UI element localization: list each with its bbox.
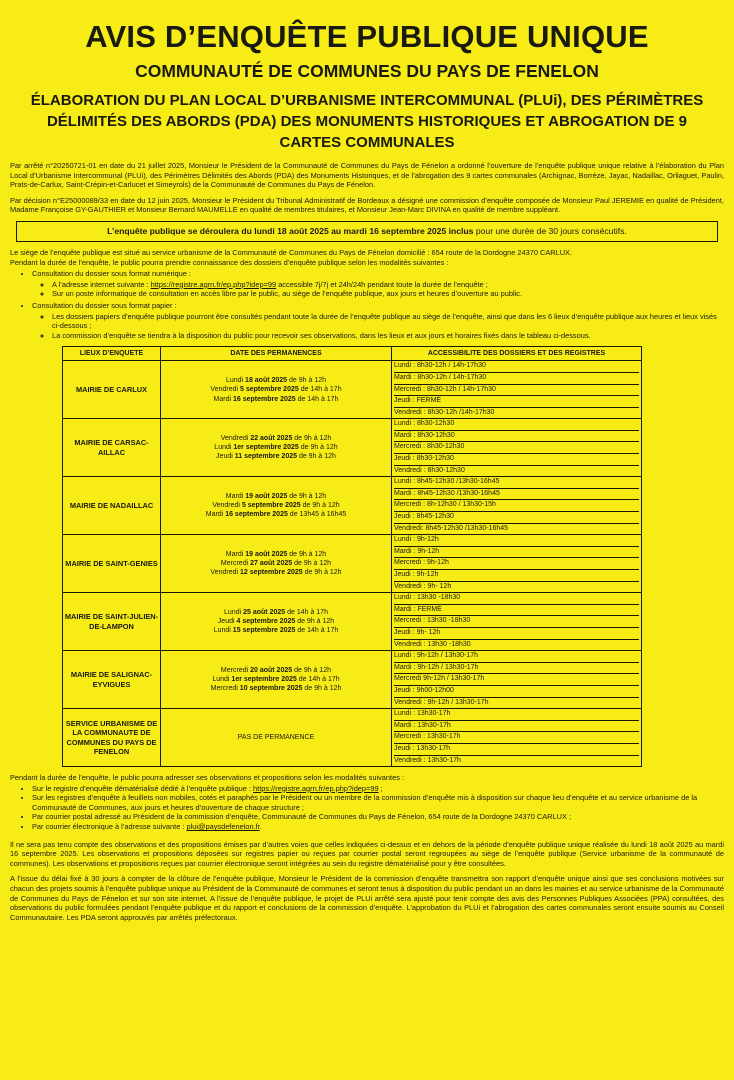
paragraph-decision: Par décision n°E25000089/33 en date du 12 juin 2025, Monsieur le Président du Tribunal Administratif de Bordeaux a désigné une commission d’enquête composée de Monsieur Paul JEREMIE en qualité de Président, Madame Françoise GY-GAUTHIER et Monsieur Bernard MAUMELLE en qualité de membres titulaires, et Monsieur Jean-Marc DIVINA en qualité de membre suppléant. bbox=[10, 195, 724, 215]
permanence-line: Lundi 1er septembre 2025 de 14h à 17h bbox=[212, 675, 340, 683]
opening-hours-line: Mardi : 13h30-17h bbox=[394, 721, 639, 733]
opening-hours-line: Lundi : 9h-12h bbox=[394, 535, 639, 547]
table-row bbox=[63, 361, 642, 419]
permanence-line: Vendredi 5 septembre 2025 de 14h à 17h bbox=[210, 386, 342, 394]
table-header-row bbox=[63, 347, 642, 361]
opening-hours-line: Jeudi : 9h-12h bbox=[394, 570, 639, 582]
banner-dates: L’enquête publique se déroulera du lundi 18 août 2025 au mardi 16 septembre 2025 inclus bbox=[107, 225, 474, 236]
observations-list bbox=[10, 784, 724, 832]
opening-hours-line: Mardi : FERMÉ bbox=[394, 605, 639, 617]
paragraph-observations-rules: Il ne sera pas tenu compte des observations et des propositions émises par d’autres voies que celles indiquées ci-dessus et en dehors de la période d’enquête publique unique réalisée du lundi 18 août 2025 au mardi 16 septembre 2025. Les observations et propositions déposées sur registres papier ou reçues par courrier postal seront regroupées au siège de l’enquête publique (Service urbanisme de la communauté de communes). Les observations et propositions reçues par courrier électronique seront intégrées au sein du registre dématérialisé pour y être consultées. bbox=[10, 839, 724, 868]
list-item: • Consultation du dossier sous format numérique : ◦ A l’adresse internet suivante : https://registre.agrn.fr/ep.php?idep=99 accessible 7j/7j et 24h/24h pendant toute la durée de l’enquête ; ◦ Sur un poste informatique de consultation en accès libre par le public, au siège de l’enquête publique, aux jours et heures d’ouverture au public. bbox=[32, 269, 724, 299]
opening-hours-line: Mercredi : 8h-12h30 / 13h30-15h bbox=[394, 500, 639, 512]
opening-hours-line: Lundi : 8h30-12h30 bbox=[394, 419, 639, 431]
paper-list bbox=[32, 312, 724, 341]
registry-link[interactable]: https://registre.agrn.fr/ep.php?idep=99 bbox=[150, 279, 277, 289]
permanence-line: Jeudi 4 septembre 2025 de 9h à 12h bbox=[217, 617, 335, 625]
opening-hours-line: Mercredi : 13h30 -18h30 bbox=[394, 616, 639, 628]
table-row bbox=[63, 593, 642, 651]
opening-hours-line: Mardi : 8h30-12h30 bbox=[394, 431, 639, 443]
opening-hours-line: Lundi : 13h30 -18h30 bbox=[394, 593, 639, 605]
opening-hours-line: Mercredi : 13h30-17h bbox=[394, 732, 639, 744]
header-lieux: LIEUX D’ENQUETE bbox=[63, 347, 161, 361]
table-row bbox=[63, 709, 642, 767]
permanence-line: Vendredi 12 septembre 2025 de 9h à 12h bbox=[210, 569, 342, 577]
opening-hours-line: Jeudi : 13h30-17h bbox=[394, 744, 639, 756]
table-row bbox=[63, 477, 642, 535]
cell-accessibilite bbox=[392, 593, 642, 651]
consultation-list bbox=[10, 269, 724, 340]
cell-dates bbox=[161, 419, 392, 477]
cell-dates bbox=[161, 477, 392, 535]
cell-dates bbox=[161, 593, 392, 651]
list-item: • Sur les registres d’enquête à feuillets non mobiles, cotés et paraphés par le Président ou un membre de la commission d’enquête mis à disposition sur chaque lieu d’enquête et au service urbanisme de la Communauté de Communes, aux jours et heures d’ouverture de chaque structure ; bbox=[32, 793, 724, 812]
opening-hours-line: Jeudi : 9h00-12h00 bbox=[394, 686, 639, 698]
permanence-line: Vendredi 5 septembre 2025 de 9h à 12h bbox=[212, 502, 340, 510]
paragraph-consult-intro: Pendant la durée de l’enquête, le public pourra prendre connaissance des dossiers d’enquête publique selon les modalités suivantes : bbox=[10, 257, 449, 267]
banner-duration: pour une durée de 30 jours consécutifs. bbox=[473, 225, 627, 236]
paragraph-arrete: Par arrêté n°20250721-01 en date du 21 juillet 2025, Monsieur le Président de la Communauté de Communes du Pays de Fénelon a ordonné l’ouverture de l’enquête publique unique relative à l’élaboration du Plan Local d’Urbanisme Intercommunal (PLUi), des Périmètres Délimités des Abords (PDA) des Monuments Historiques, et de l’abrogation des 9 cartes communales (Archignac, Borrèze, Jayac, Nadaillac, Orliaguet, Paulin, Prats-de-Carlux, Saint-Crépin-et-Carlucet et Simeyrols) de la Communauté de Communes du Pays de Fénelon. bbox=[10, 161, 724, 190]
opening-hours-line: Lundi : 8h45-12h30 /13h30-16h45 bbox=[394, 477, 639, 489]
opening-hours-line: Jeudi : 8h30-12h30 bbox=[394, 454, 639, 466]
list-item: • Sur le registre d’enquête dématérialisé dédié à l’enquête publique : https://registre.agrn.fr/ep.php?idep=99 ; bbox=[32, 784, 724, 794]
cell-lieu: SERVICE URBANISME DE LA COMMUNAUTE DE COMMUNES DU PAYS DE FENELON bbox=[63, 709, 161, 767]
paragraph-siege: Le siège de l’enquête publique est situé au service urbanisme de la Communauté de Communes du Pays de Fénelon domicilié : 654 route de la Dordogne 24370 CARLUX. bbox=[10, 247, 573, 257]
list-item: • Par courrier postal adressé au Président de la commission d’enquête, Communauté de Communes du Pays de Fénelon, 654 route de la Dordogne 24370 CARLUX ; bbox=[32, 812, 724, 822]
opening-hours-line: Lundi : 8h30-12h / 14h-17h30 bbox=[394, 361, 639, 373]
opening-hours-line: Jeudi : FERMÉ bbox=[394, 396, 639, 408]
permanence-line: Mercredi 10 septembre 2025 de 9h à 12h bbox=[210, 685, 342, 693]
header-accessibilite: ACCESSIBILITE DES DOSSIERS ET DES REGISTRES bbox=[392, 347, 642, 361]
permanences-table bbox=[62, 346, 642, 767]
cell-accessibilite bbox=[392, 651, 642, 709]
cell-lieu: MAIRIE DE SAINT-GENIES bbox=[63, 535, 161, 593]
permanence-line: Lundi 15 septembre 2025 de 14h à 17h bbox=[213, 627, 339, 635]
cell-lieu: MAIRIE DE CARLUX bbox=[63, 361, 161, 419]
opening-hours-line: Mardi : 9h-12h / 13h30-17h bbox=[394, 663, 639, 675]
permanence-line: Mardi 16 septembre 2025 de 13h45 à 16h45 bbox=[205, 511, 347, 519]
list-item: ◦ A l’adresse internet suivante : https://registre.agrn.fr/ep.php?idep=99 accessible 7j/7j et 24h/24h pendant toute la durée de l’enquête ; bbox=[52, 280, 724, 290]
opening-hours-line: Jeudi : 9h- 12h bbox=[394, 628, 639, 640]
opening-hours-line: Mardi : 9h-12h bbox=[394, 547, 639, 559]
permanence-line: Lundi 1er septembre 2025 de 9h à 12h bbox=[214, 444, 338, 452]
permanence-line: Vendredi 22 août 2025 de 9h à 12h bbox=[220, 434, 332, 442]
table-row bbox=[63, 651, 642, 709]
permanence-line: Lundi 25 août 2025 de 14h à 17h bbox=[224, 608, 328, 616]
cell-dates bbox=[161, 535, 392, 593]
list-item: ◦ La commission d’enquête se tiendra à la disposition du public pour recevoir ses observations, dans les lieux et aux jours et horaires fixés dans le tableau ci-dessous. bbox=[52, 331, 724, 341]
cell-dates bbox=[161, 651, 392, 709]
opening-hours-line: Vendredi : 8h30-12h30 bbox=[394, 466, 465, 474]
permanence-line: Mardi 19 août 2025 de 9h à 12h bbox=[225, 550, 327, 558]
permanence-line: Mercredi 27 août 2025 de 9h à 12h bbox=[220, 560, 332, 567]
opening-hours-line: Mercredi : 9h-12h bbox=[394, 558, 639, 570]
opening-hours-line: Mardi : 8h45-12h30 /13h30-16h45 bbox=[394, 489, 639, 501]
opening-hours-line: Vendredi : 9h- 12h bbox=[394, 582, 452, 590]
registry-link[interactable]: https://registre.agrn.fr/ep.php?idep=99 bbox=[253, 783, 379, 793]
list-item: • Par courrier électronique à l’adresse suivante : plui@paysdefenelon.fr. bbox=[32, 822, 724, 832]
list-item: ◦ Les dossiers papiers d’enquête publique pourront être consultés pendant toute la durée de l’enquête publique au siège de l’enquête, ainsi que dans les 6 lieux d’enquête publique aux heures et lieux visés ci-dessous ; bbox=[52, 312, 724, 331]
table-row bbox=[63, 419, 642, 477]
cell-lieu: MAIRIE DE NADAILLAC bbox=[63, 477, 161, 535]
opening-hours-line: Vendredi : 8h30-12h /14h-17h30 bbox=[394, 408, 495, 416]
opening-hours-line: Vendredi : 9h-12h / 13h30-17h bbox=[394, 698, 489, 706]
cell-lieu: MAIRIE DE SALIGNAC-EYVIGUES bbox=[63, 651, 161, 709]
opening-hours-line: Mardi : 8h30-12h / 14h-17h30 bbox=[394, 373, 639, 385]
opening-hours-line: Mercredi : 8h30-12h / 14h-17h30 bbox=[394, 385, 639, 397]
permanence-line: Jeudi 11 septembre 2025 de 9h à 12h bbox=[216, 453, 336, 461]
notice-subtitle: COMMUNAUTÉ DE COMMUNES DU PAYS DE FENELON bbox=[135, 61, 599, 81]
cell-lieu: MAIRIE DE CARSAC-AILLAC bbox=[63, 419, 161, 477]
cell-accessibilite bbox=[392, 709, 642, 767]
cell-accessibilite bbox=[392, 535, 642, 593]
permanence-line: Mercredi 20 août 2025 de 9h à 12h bbox=[220, 666, 332, 674]
opening-hours-line: Vendredi : 13h30-17h bbox=[394, 756, 461, 764]
permanence-line: Mardi 16 septembre 2025 de 14h à 17h bbox=[213, 395, 339, 403]
cell-lieu: MAIRIE DE SAINT-JULIEN-DE-LAMPON bbox=[63, 593, 161, 651]
email-link[interactable]: plui@paysdefenelon.fr bbox=[186, 822, 260, 832]
cell-accessibilite bbox=[392, 419, 642, 477]
permanence-line: Lundi 18 août 2025 de 9h à 12h bbox=[225, 376, 327, 384]
opening-hours-line: Mercredi : 8h30-12h30 bbox=[394, 442, 639, 454]
cell-accessibilite bbox=[392, 361, 642, 419]
table-row bbox=[63, 535, 642, 593]
opening-hours-line: Vendredi : 13h30 -18h30 bbox=[394, 640, 471, 648]
cell-accessibilite bbox=[392, 477, 642, 535]
list-item: ◦ Sur un poste informatique de consultation en accès libre par le public, au siège de l’enquête publique, aux jours et heures d’ouverture au public. bbox=[52, 289, 724, 299]
permanence-line: Mardi 19 août 2025 de 9h à 12h bbox=[225, 492, 327, 500]
list-item: • Consultation du dossier sous format papier : ◦ Les dossiers papiers d’enquête publique pourront être consultés pendant toute la durée de l’enquête publique au siège de l’enquête, ainsi que dans les 6 lieux d’enquête publique aux heures et lieux visés ci-dessous ; ◦ La commission d’enquête se tiendra à la disposition du public pour recevoir ses observations, dans les lieux et aux jours et horaires fixés dans le tableau ci-dessous. bbox=[32, 301, 724, 340]
notice-heading: ÉLABORATION DU PLAN LOCAL D’URBANISME INTERCOMMUNAL (PLUi), DES PÉRIMÈTRES DÉLIMITÉS DES ABORDS (PDA) DES MONUMENTS HISTORIQUES ET ABROGATION DE 9 CARTES COMMUNALES bbox=[30, 92, 704, 151]
enquiry-dates-banner bbox=[16, 221, 718, 242]
header-dates: DATE DES PERMANENCES bbox=[161, 347, 392, 361]
opening-hours-line: Mercredi 9h-12h / 13h30-17h bbox=[394, 674, 639, 686]
cell-dates: PAS DE PERMANENCE bbox=[161, 709, 392, 767]
opening-hours-line: Vendredi: 8h45-12h30 /13h30-16h45 bbox=[394, 524, 509, 532]
opening-hours-line: Lundi : 13h30-17h bbox=[394, 709, 639, 721]
digital-list bbox=[32, 280, 724, 299]
paragraph-obs-intro: Pendant la durée de l’enquête, le public pourra adresser ses observations et propositions selon les modalités suivantes : bbox=[10, 773, 404, 783]
opening-hours-line: Lundi : 9h-12h / 13h30-17h bbox=[394, 651, 639, 663]
paragraph-conclusion: A l’issue du délai fixé à 30 jours à compter de la clôture de l’enquête publique, Monsieur le Président de la commission d’enquête transmettra son rapport d’enquête unique ainsi que ses conclusions motivées sur chacun des projets soumis à l’enquête publique unique au Président de la Communauté de communes et seront tenus à disposition du public pendant un an dans les mairies et au service urbanisme de la Communauté de Communes du Pays de Fénelon et sur son site internet. A l’issue de l’enquête publique, le projet de PLUi arrêté sera ajusté pour tenir compte des avis des Personnes Publiques Associées (PPA) consultées, des observations du public formulées pendant l’enquête publique et du rapport et conclusions de la commission d’enquête. L’approbation du PLUi et l’abrogation des cartes communales seront ensuite soumis au Conseil Communautaire. Les PDA seront approuvés par arrêtés préfectoraux. bbox=[10, 874, 724, 922]
notice-title: AVIS D’ENQUÊTE PUBLIQUE UNIQUE bbox=[85, 19, 649, 54]
opening-hours-line: Jeudi : 8h45-12h30 bbox=[394, 512, 639, 524]
cell-dates bbox=[161, 361, 392, 419]
